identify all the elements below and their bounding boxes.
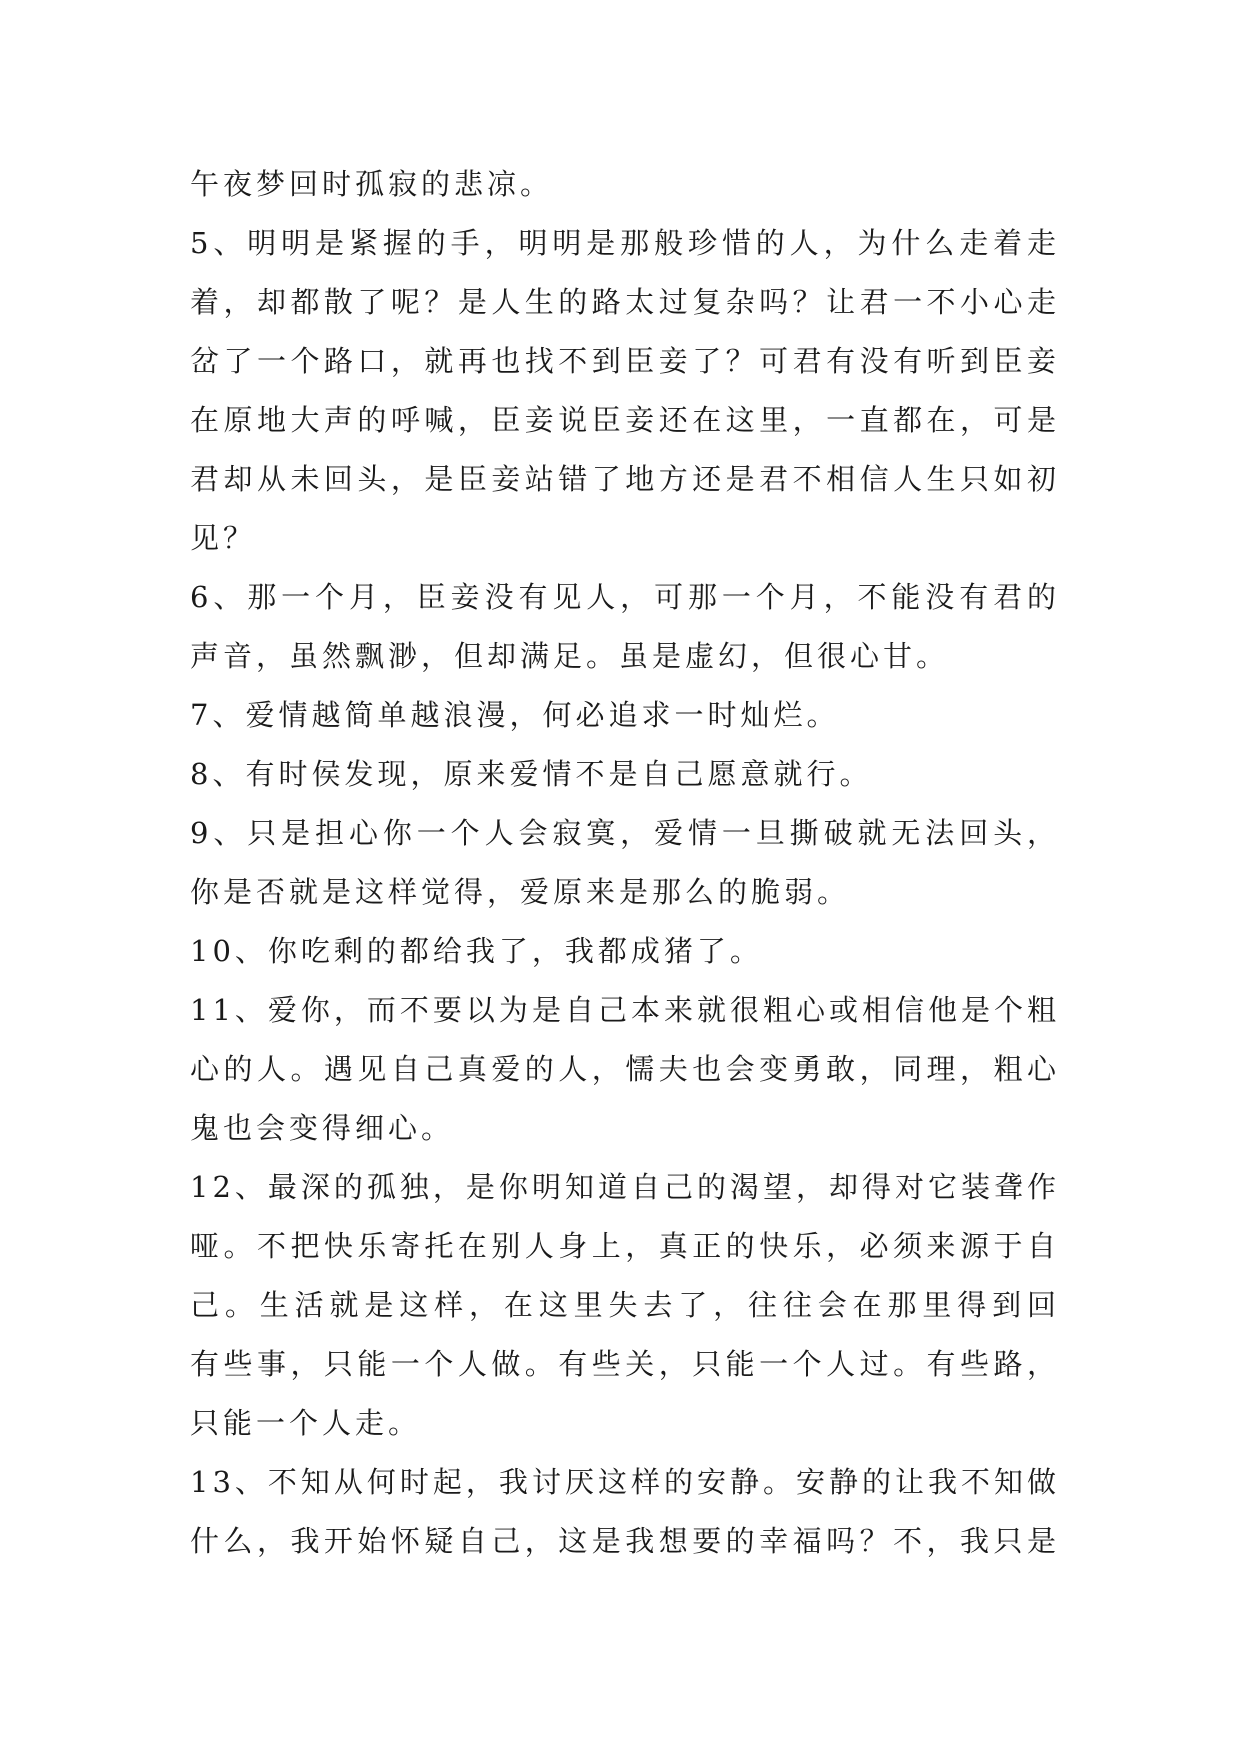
text-line: 在原地大声的呼喊，臣妾说臣妾还在这里，一直都在，可是 — [190, 403, 1060, 437]
text-line: 7、爱情越简单越浪漫，何必追求一时灿烂。 — [190, 698, 840, 732]
text-line: 只能一个人走。 — [190, 1406, 422, 1440]
text-line: 什么，我开始怀疑自己，这是我想要的幸福吗？不，我只是 — [190, 1524, 1060, 1558]
text-line: 10、你吃剩的都给我了，我都成猪了。 — [190, 934, 763, 968]
text-line: 声音，虽然飘渺，但却满足。虽是虚幻，但很心甘。 — [190, 639, 950, 673]
text-line: 有些事，只能一个人做。有些关，只能一个人过。有些路， — [190, 1347, 1060, 1381]
text-line: 你是否就是这样觉得，爱原来是那么的脆弱。 — [190, 875, 851, 909]
text-line: 君却从未回头，是臣妾站错了地方还是君不相信人生只如初 — [190, 462, 1060, 496]
text-line: 8、有时侯发现，原来爱情不是自己愿意就行。 — [190, 757, 873, 791]
text-line: 午夜梦回时孤寂的悲凉。 — [190, 167, 554, 201]
text-line: 12、最深的孤独，是你明知道自己的渴望，却得对它装聋作 — [190, 1170, 1060, 1204]
text-line: 6、那一个月，臣妾没有见人，可那一个月，不能没有君的 — [190, 580, 1060, 614]
text-line: 见？ — [190, 521, 257, 555]
text-line: 哑。不把快乐寄托在别人身上，真正的快乐，必须来源于自 — [190, 1229, 1060, 1263]
text-line: 11、爱你，而不要以为是自己本来就很粗心或相信他是个粗 — [190, 993, 1060, 1027]
text-line: 5、明明是紧握的手，明明是那般珍惜的人，为什么走着走 — [190, 226, 1060, 260]
document-body-text — [190, 155, 1060, 1571]
text-line: 心的人。遇见自己真爱的人，懦夫也会变勇敢，同理，粗心 — [190, 1052, 1060, 1086]
text-line: 鬼也会变得细心。 — [190, 1111, 455, 1145]
text-line: 13、不知从何时起，我讨厌这样的安静。安静的让我不知做 — [190, 1465, 1060, 1499]
text-line: 9、只是担心你一个人会寂寞，爱情一旦撕破就无法回头， — [190, 816, 1060, 850]
text-line: 着，却都散了呢？是人生的路太过复杂吗？让君一不小心走 — [190, 285, 1060, 319]
text-line: 己。生活就是这样，在这里失去了，往往会在那里得到回 — [190, 1288, 1060, 1322]
text-line: 岔了一个路口，就再也找不到臣妾了？可君有没有听到臣妾 — [190, 344, 1060, 378]
